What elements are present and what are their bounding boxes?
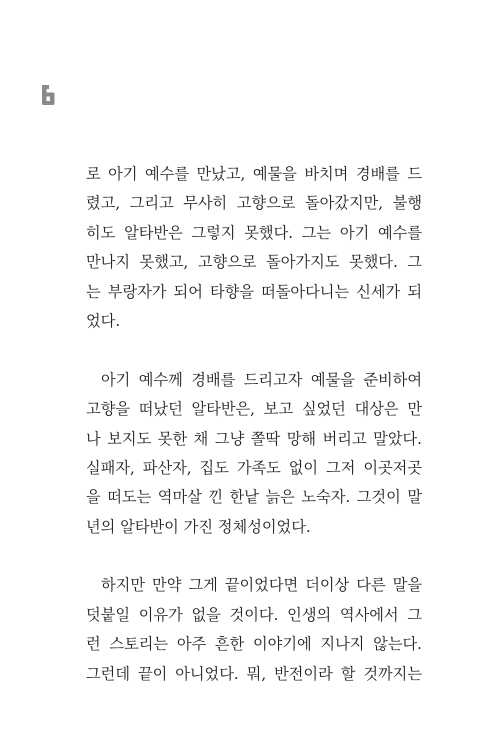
text-line: 그런데 끝이 아니었다. 뭐, 반전이라 할 것까지는: [86, 664, 422, 683]
page-number: [40, 84, 56, 106]
page-number-text: [40, 106, 41, 107]
text-line: 는 부랑자가 되어 타향을 떠돌아다니는 신세가 되: [86, 282, 422, 301]
text-line: 나 보지도 못한 채 그냥 쫄딱 망해 버리고 말았다.: [86, 429, 422, 448]
text-line: 런 스토리는 아주 흔한 이야기에 지나지 않는다.: [86, 635, 422, 654]
paragraph-gap: [86, 542, 422, 571]
text-line: 히도 알타반은 그렇지 못했다. 그는 아기 예수를: [86, 223, 422, 242]
text-line: 하지만 만약 그게 끝이었다면 더이상 다른 말을: [101, 576, 422, 595]
text-line: 년의 알타반이 가진 정체성이었다.: [86, 517, 311, 536]
page-number-glyph: [40, 84, 56, 106]
text-line: 었다.: [86, 311, 121, 330]
text-line: 아기 예수께 경배를 드리고자 예물을 준비하여: [101, 370, 422, 389]
text-line: 로 아기 예수를 만났고, 예물을 바치며 경배를 드: [86, 165, 422, 183]
paragraph-2: [86, 366, 422, 542]
text-line: 만나지 못했고, 고향으로 돌아가지도 못했다. 그: [86, 253, 422, 272]
text-line: 을 떠도는 역마살 낀 한낱 늙은 노숙자. 그것이 말: [86, 488, 422, 507]
text-line: 렸고, 그리고 무사히 고향으로 돌아갔지만, 불행: [86, 194, 422, 213]
text-line: 고향을 떠났던 알타반은, 보고 싶었던 대상은 만: [86, 400, 422, 419]
body-text: [86, 160, 422, 689]
paragraph-3: [86, 571, 422, 689]
text-line: 실패자, 파산자, 집도 가족도 없이 그저 이곳저곳: [86, 458, 422, 477]
paragraph-1: [86, 160, 422, 336]
text-line: 덧붙일 이유가 없을 것이다. 인생의 역사에서 그: [86, 605, 422, 624]
paragraph-gap: [86, 336, 422, 365]
